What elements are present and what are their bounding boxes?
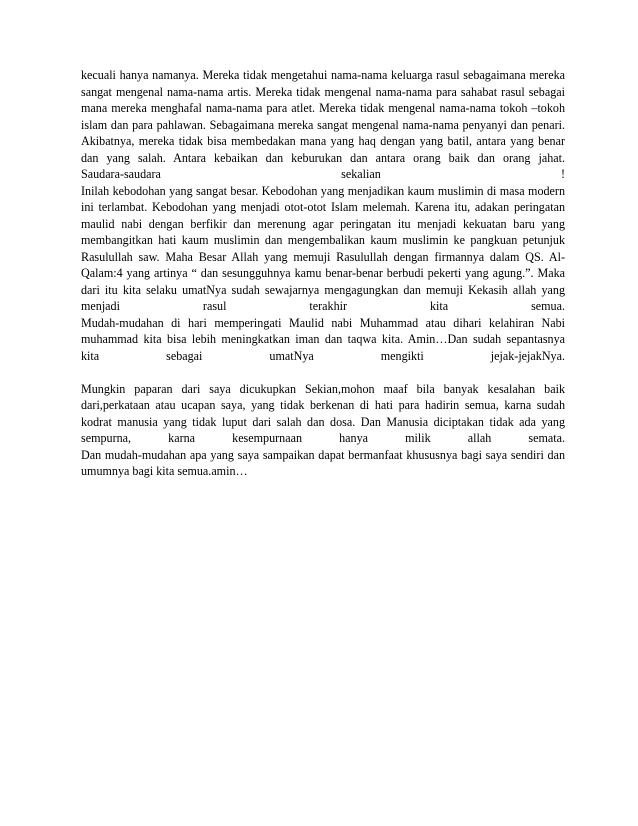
document-body — [81, 67, 565, 480]
text-line: menjadi rasul terakhir kita semua. — [81, 299, 565, 313]
text-line: dari,perkataan atau ucapan saya, yang tidak berkenan di hati para hadirin semua, karna sudah — [81, 398, 565, 412]
text-line: Mungkin paparan dari saya dicukupkan Sekian,mohon maaf bila banyak kesalahan baik — [81, 381, 565, 396]
text-line: membangitkan hati kaum muslimin dan mengembalikan kaum muslimin ke pangkuan petunjuk — [81, 233, 565, 247]
text-line: Saudara-saudara sekalian ! — [81, 167, 565, 181]
text-line: kecuali hanya namanya. Mereka tidak mengetahui nama-nama keluarga rasul sebagaimana mereka — [81, 68, 565, 82]
text-line: islam dan para pahlawan. Sebagaimana mereka sangat mengenal nama-nama penyanyi dan penari. — [81, 117, 565, 132]
text-line: Qalam:4 yang artinya “ dan sesungguhnya kamu benar-benar berbudi pekerti yang agung.”. Maka — [81, 266, 565, 280]
text-line: dari itu kita selaku umatNya sudah sewajarnya mengagungkan dan memuji Kekasih allah yang — [81, 282, 565, 297]
text-line: Dan mudah-mudahan apa yang saya sampaikan dapat bermanfaat khususnya bagi saya sendiri dan — [81, 447, 565, 462]
text-line: muhammad kita bisa lebih meningkatkan iman dan taqwa kita. Amin…Dan sudah sepantasnya — [81, 332, 565, 346]
text-line: sangat mengenal nama-nama artis. Mereka tidak mengenal nama-nama para sahabat rasul sebagai — [81, 84, 565, 99]
text-line: kita sebagai umatNya mengikti jejak-jejakNya. — [81, 348, 565, 363]
text-line: kodrat manusia yang tidak luput dari salah dan dosa. Dan Manusia diciptakan tidak ada yang — [81, 414, 565, 429]
paragraph-1 — [81, 67, 565, 364]
text-line: umumnya bagi kita semua.amin… — [81, 464, 248, 478]
paragraph-2 — [81, 381, 565, 480]
text-line: dan yang salah. Antara kebaikan dan keburukan dan antara orang baik dan orang jahat. — [81, 150, 565, 165]
text-line: Rasulullah saw. Maha Besar Allah yang memuji Rasulullah dengan firmannya dalam QS. Al- — [81, 249, 565, 264]
paragraph-gap — [81, 364, 565, 381]
text-line: Inilah kebodohan yang sangat besar. Kebodohan yang menjadikan kaum muslimin di masa modern — [81, 183, 565, 198]
text-line: ini terlambat. Kebodohan yang menjadi otot-otot Islam melemah. Karena itu, adakan peringatan — [81, 200, 565, 214]
text-line: maulid nabi dengan berfikir dan merenung agar peringatan itu menjadi kekuatan baru yang — [81, 216, 565, 231]
text-line: mana mereka menghafal nama-nama para atlet. Mereka tidak mengenal nama-nama tokoh –tokoh — [81, 101, 565, 115]
text-line: Mudah-mudahan di hari memperingati Maulid nabi Muhammad atau dihari kelahiran Nabi — [81, 315, 565, 330]
text-line: sempurna, karna kesempurnaan hanya milik allah semata. — [81, 431, 565, 445]
text-line: Akibatnya, mereka tidak bisa membedakan mana yang haq dengan yang batil, antara yang benar — [81, 134, 565, 148]
